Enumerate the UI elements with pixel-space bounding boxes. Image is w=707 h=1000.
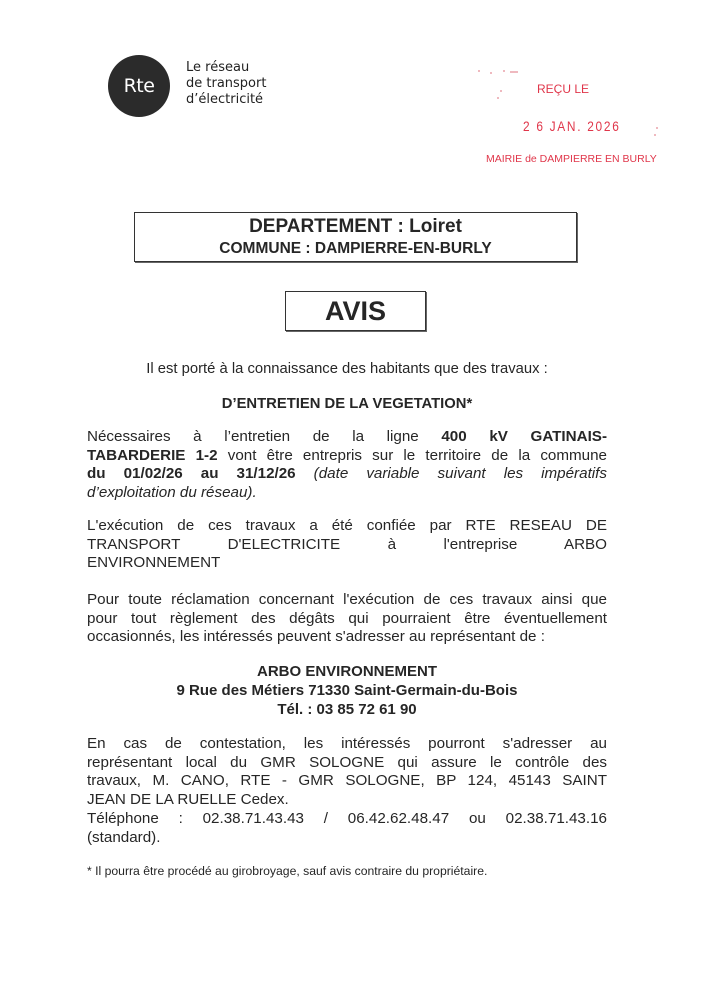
period-note: (date variable suivant les impératifs (295, 465, 607, 483)
p4-line: En cas de contestation, les intéressés pourront s'adresser au (87, 735, 607, 752)
p4-line: représentant local du GMR SOLOGNE qui assure le contrôle des (87, 753, 607, 771)
p3-line: occasionnés, les intéressés peuvent s'adresser au représentant de : (87, 628, 545, 646)
stamp-received-label: REÇU LE (537, 82, 590, 96)
p4-line: (standard). (87, 828, 161, 846)
tagline-line: Le réseau (186, 60, 250, 75)
contractor-name: ARBO ENVIRONNEMENT (256, 663, 437, 680)
claims-paragraph (87, 591, 607, 647)
contractor-contact (87, 662, 607, 719)
p3-line: pour tout règlement des dégâts qui pourraient être éventuellement (87, 609, 607, 627)
commune-label: COMMUNE : DAMPIERRE-EN-BURLY (219, 240, 492, 257)
tagline-line: d’électricité (186, 92, 264, 107)
p3-line: Pour toute réclamation concernant l'exécution de ces travaux ainsi que (87, 591, 607, 608)
works-period: du 01/02/26 au 31/12/26 (87, 465, 296, 483)
works-subtitle: D’ENTRETIEN DE LA VEGETATION* (221, 396, 473, 412)
intro-text: Il est porté à la connaissance des habitants que des travaux : (146, 361, 548, 377)
location-header-box (134, 212, 577, 262)
p2-line: L'exécution de ces travaux a été confiée par RTE RESEAU DE (87, 517, 607, 534)
footnote: * Il pourra être procédé au girobroyage, sauf avis contraire du propriétaire. (87, 864, 488, 878)
stamp-office: MAIRIE de DAMPIERRE EN BURLY (486, 153, 657, 165)
contractor-paragraph (87, 517, 607, 573)
p1-text: Nécessaires à l’entretien de la ligne (87, 428, 442, 445)
department-label: DEPARTEMENT : Loiret (249, 216, 462, 237)
period-note-cont: d’exploitation du réseau). (87, 484, 257, 502)
notice-title: AVIS (285, 291, 426, 331)
rte-logo-mark: Rte (123, 75, 155, 97)
p4-line: travaux, M. CANO, RTE - GMR SOLOGNE, BP 124, 45143 SAINT (87, 772, 607, 790)
p2-line: ENVIRONNEMENT (87, 554, 221, 572)
stamp-date: 2 6 JAN. 2026 (523, 118, 621, 134)
contractor-address: 9 Rue des Métiers 71330 Saint-Germain-du-Bois (176, 682, 518, 699)
works-paragraph (87, 428, 607, 503)
rte-logo (108, 55, 170, 117)
line-name: 400 kV GATINAIS- (441, 428, 607, 445)
p2-line: TRANSPORT D'ELECTRICITE à l'entreprise ARBO (87, 535, 607, 553)
phone-numbers: Téléphone : 02.38.71.43.43 / 06.42.62.48.47 ou 02.38.71.43.16 (87, 809, 607, 827)
dispute-paragraph (87, 735, 607, 847)
rte-tagline (186, 60, 266, 108)
contractor-phone: Tél. : 03 85 72 61 90 (277, 701, 417, 718)
p1-text: vont être entrepris sur le territoire de la commune (217, 446, 607, 464)
line-name-cont: TABARDERIE 1-2 (87, 446, 218, 464)
p4-line: JEAN DE LA RUELLE Cedex. (87, 791, 289, 809)
tagline-line: de transport (186, 76, 267, 91)
